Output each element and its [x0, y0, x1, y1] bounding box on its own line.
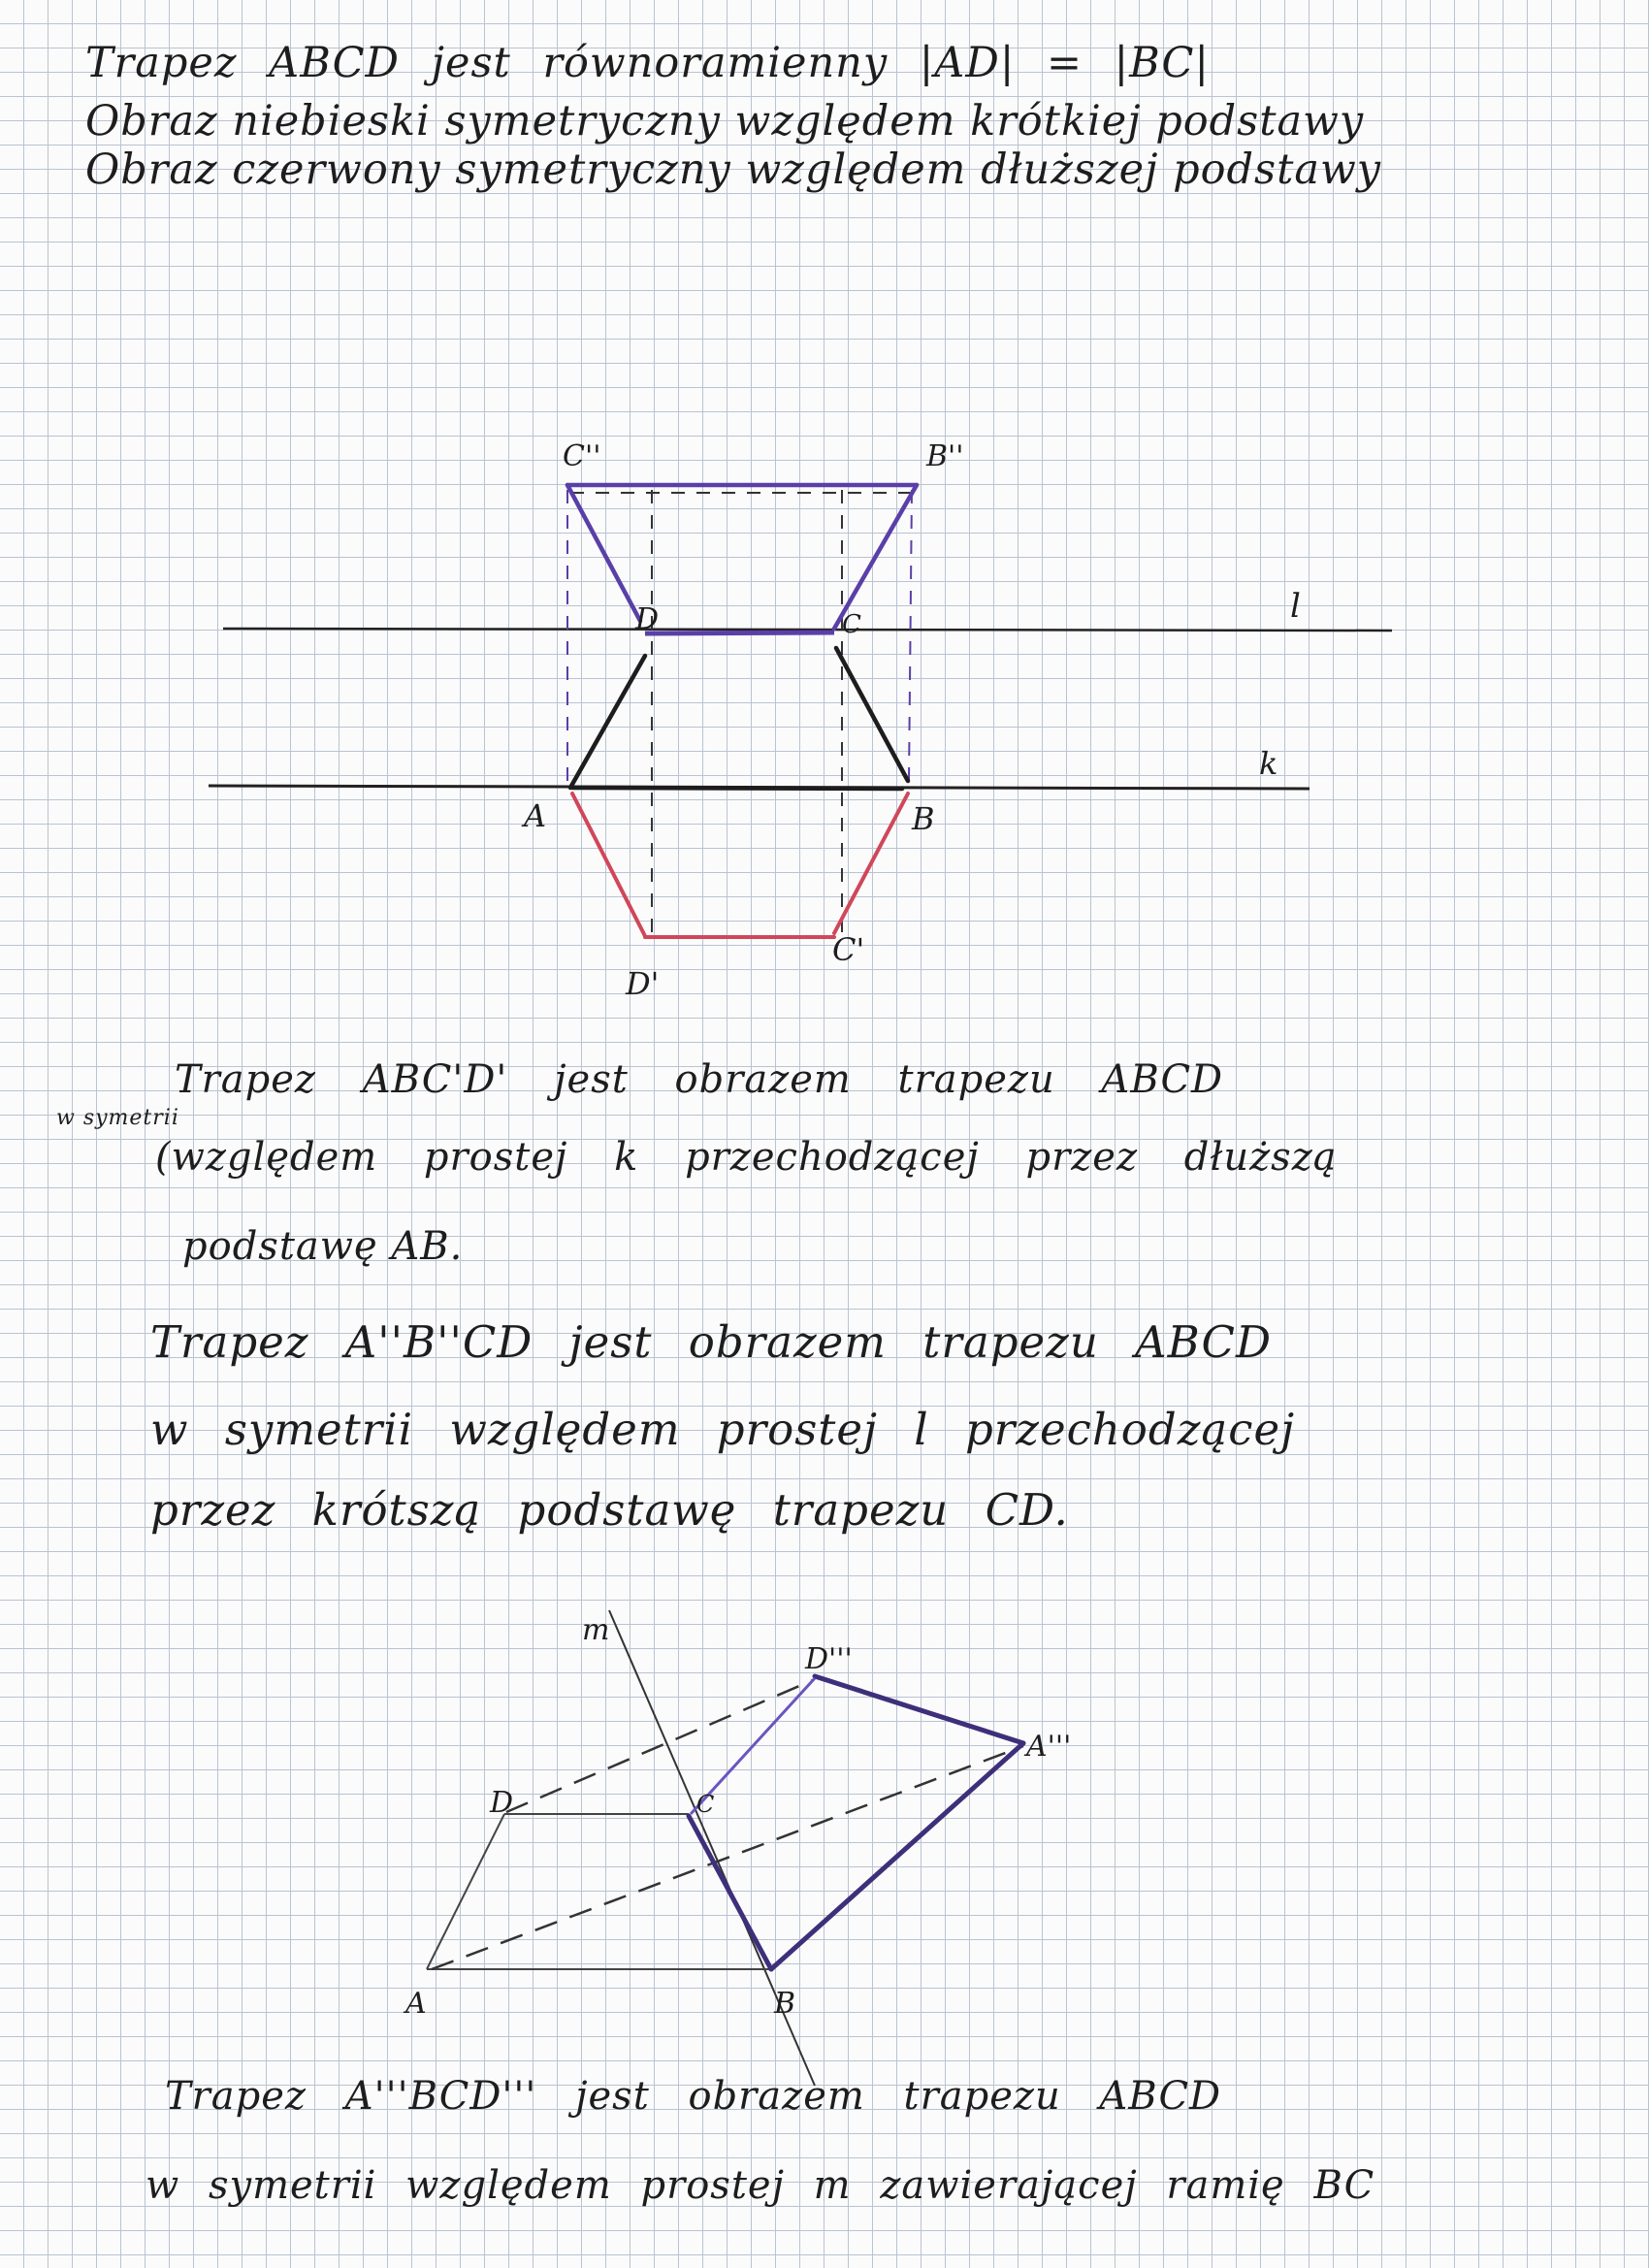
- label-line-k: k: [1259, 745, 1278, 782]
- paragraph-2-line-3: przez krótszą podstawę trapezu CD.: [150, 1484, 1069, 1536]
- header-line-2: Obraz niebieski symetryczny względem krótkiej podstawy: [85, 97, 1365, 146]
- trapezoid-a3bcd3: [689, 1676, 1023, 1969]
- paragraph-2-line-2: w symetrii względem prostej l przechodzącej: [150, 1404, 1296, 1455]
- label-c: C: [842, 610, 861, 639]
- label-b: B: [912, 800, 935, 837]
- label-a-2: A: [405, 1987, 427, 2021]
- paragraph-2-line-1: Trapez A''B''CD jest obrazem trapezu ABCD: [150, 1316, 1273, 1368]
- trapezoid-abcd-2: [427, 1814, 771, 1969]
- label-a3: A''': [1026, 1730, 1072, 1764]
- header-line-1: Trapez ABCD jest równoramienny |AD| = |BC|: [85, 39, 1210, 87]
- paragraph-3-line-2: w symetrii względem prostej m zawierającej ramię BC: [146, 2163, 1375, 2208]
- label-m: m: [582, 1613, 610, 1647]
- label-d: D: [635, 602, 660, 636]
- paragraph-1-line-1: Trapez ABC'D' jest obrazem trapezu ABCD: [175, 1057, 1224, 1102]
- paragraph-1-line-2: (względem prostej k przechodzącej przez dłuższą: [155, 1135, 1338, 1180]
- label-a: A: [524, 797, 547, 834]
- paragraph-1-line-3: podstawę AB.: [182, 1224, 464, 1269]
- label-d-2: D: [490, 1786, 514, 1820]
- label-d1: D': [626, 965, 660, 1002]
- label-d3: D''': [805, 1642, 853, 1676]
- label-line-l: l: [1290, 587, 1301, 626]
- label-b-2: B: [774, 1987, 796, 2021]
- label-b2: B'': [926, 439, 964, 473]
- paragraph-3-line-1: Trapez A'''BCD''' jest obrazem trapezu ABCD: [165, 2074, 1222, 2119]
- label-c1: C': [832, 931, 865, 968]
- header-line-3: Obraz czerwony symetryczny względem dłuższej podstawy: [85, 146, 1382, 194]
- margin-note: w symetrii: [56, 1106, 179, 1130]
- label-c2: C'': [563, 439, 601, 473]
- label-c-2: C: [696, 1791, 715, 1818]
